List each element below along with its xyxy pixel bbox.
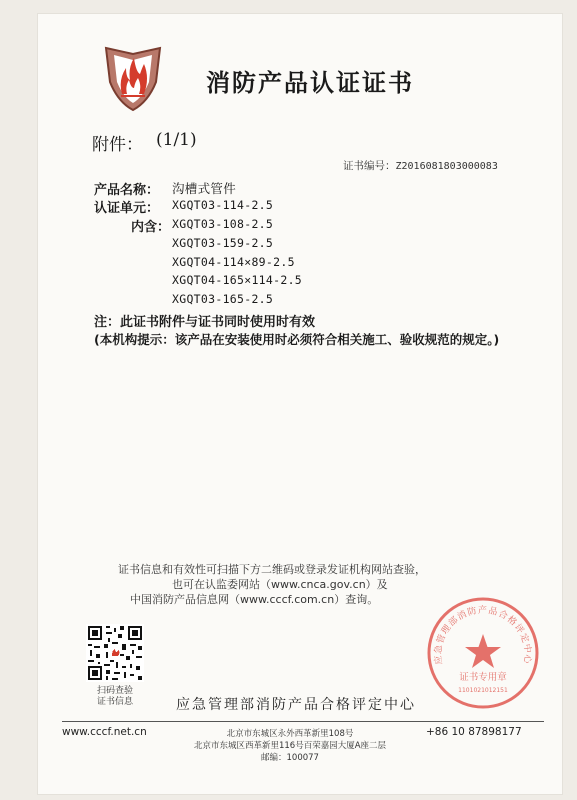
certificate-number-label: 证书编号： (343, 160, 396, 172)
qr-caption-line-1: 扫码查验 (96, 686, 133, 696)
product-name-label: 产品名称： (94, 183, 160, 198)
attachment-label: 附件： (92, 135, 143, 155)
cert-unit-value: XGQT03-114-2.5 (172, 198, 274, 212)
footer-address-2: 北京市东城区西革新里116号百荣嘉园大厦A座二层 (193, 741, 387, 751)
certificate-number (343, 158, 498, 173)
validity-note: 注：此证书附件与证书同时使用时有效 (94, 315, 316, 330)
included-model: XGQT04-114×89-2.5 (172, 255, 295, 269)
issuing-authority: 应急管理部消防产品合格评定中心 (176, 697, 416, 713)
certificate-number-value: Z2016081803000083 (395, 161, 498, 172)
attachment-page-number: (1/1) (156, 130, 197, 150)
verification-line-1: 证书信息和有效性可扫描下方二维码或登录发证机构网站查验， (118, 563, 426, 576)
footer-phone: +86 10 87898177 (426, 726, 522, 738)
cert-unit-label: 认证单元： (94, 201, 160, 216)
seal-ring-text: 应急管理部消防产品合格评定中心 (433, 605, 533, 665)
included-model: XGQT03-165-2.5 (172, 292, 274, 306)
fire-logo-icon (104, 42, 162, 112)
footer-postcode: 邮编：100077 (261, 753, 319, 763)
footer-address-1: 北京市东城区永外西革新里108号 (226, 729, 354, 739)
verification-line-3: 中国消防产品信息网（www.cccf.com.cn）查询。 (130, 593, 379, 606)
certificate-title: 消防产品认证证书 (206, 69, 414, 97)
seal-code-text: 1101021012151 (458, 687, 508, 694)
footer-website[interactable]: www.cccf.net.cn (62, 726, 147, 738)
official-seal (424, 594, 542, 712)
verification-line-2: 也可在认监委网站（www.cnca.gov.cn）及 (172, 578, 388, 591)
qr-caption-line-2: 证书信息 (96, 697, 133, 707)
installation-note: (本机构提示：该产品在安装使用时必须符合相关施工、验收规范的规定。) (94, 332, 500, 347)
footer-divider (62, 721, 544, 722)
qr-caption (90, 686, 140, 708)
included-model: XGQT03-108-2.5 (172, 217, 274, 231)
included-model: XGQT04-165×114-2.5 (172, 273, 303, 287)
qr-code[interactable] (86, 624, 144, 682)
included-model: XGQT03-159-2.5 (172, 236, 274, 250)
seal-center-text: 证书专用章 (459, 672, 507, 683)
included-label: 内含： (131, 220, 171, 235)
product-name-value: 沟槽式管件 (172, 181, 237, 196)
